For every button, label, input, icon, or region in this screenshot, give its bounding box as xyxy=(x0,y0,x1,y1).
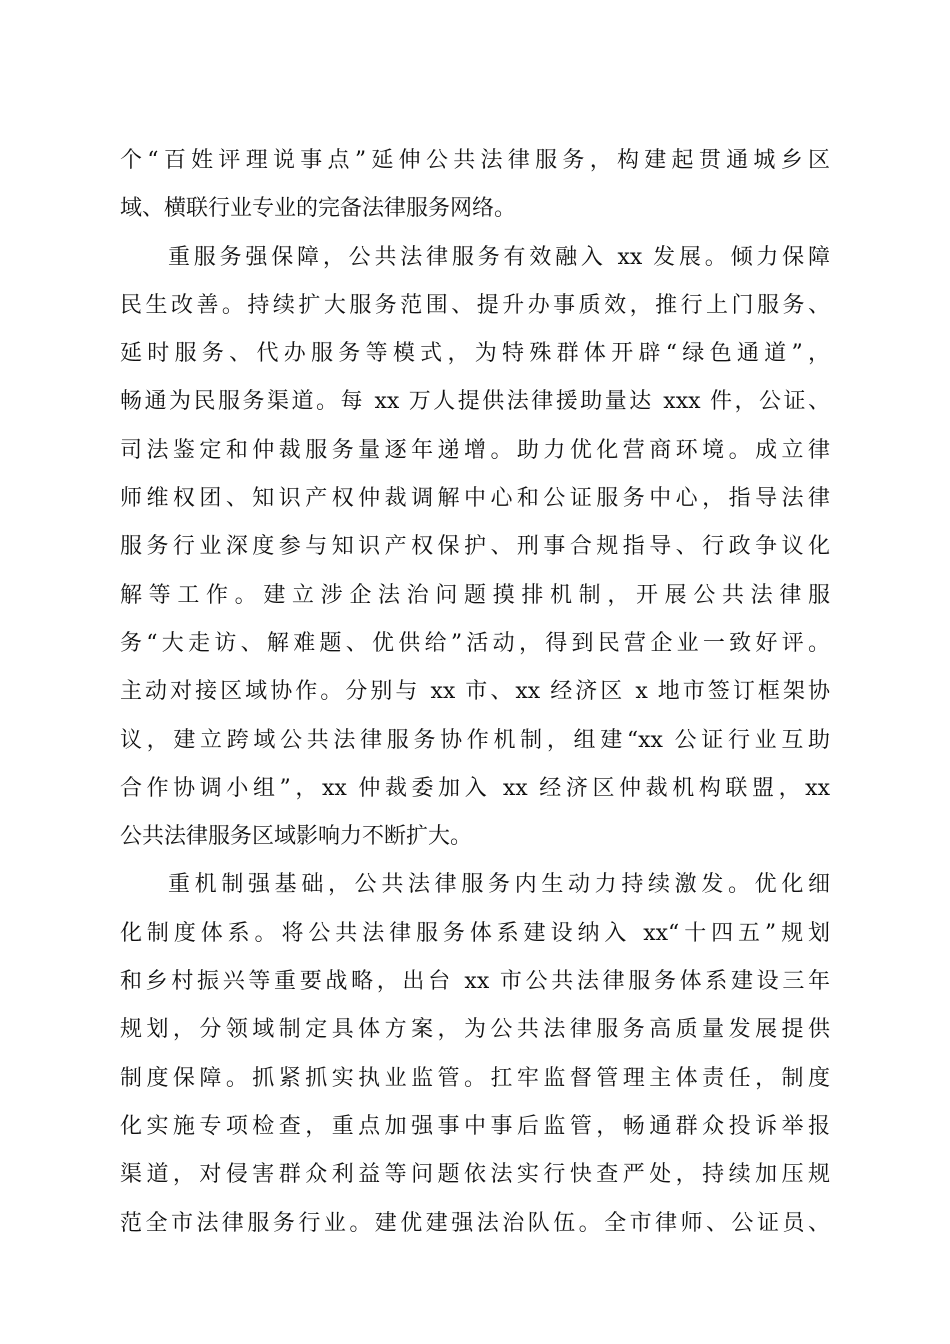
paragraph xyxy=(120,234,830,862)
text-line: 个“百姓评理说事点”延伸公共法律服务，构建起贯通城乡区 xyxy=(120,148,830,173)
text-line: 范全市法律服务行业。建优建强法治队伍。全市律师、公证员、 xyxy=(120,1210,830,1236)
text-line: 议，建立跨域公共法律服务协作机制，组建“xx 公证行业互助 xyxy=(120,727,830,753)
text-line: 重服务强保障，公共法律服务有效融入 xx 发展。倾力保障 xyxy=(168,244,830,270)
body-text xyxy=(120,137,830,1248)
text-line: 师维权团、知识产权仲裁调解中心和公证服务中心，指导法律 xyxy=(120,486,830,512)
text-line: 域、横联行业专业的完备法律服务网络。 xyxy=(120,196,517,222)
text-line: 合作协调小组”，xx 仲裁委加入 xx 经济区仲裁机构联盟，xx xyxy=(120,775,830,801)
text-line: 服务行业深度参与知识产权保护、刑事合规指导、行政争议化 xyxy=(120,534,830,560)
paragraph xyxy=(120,861,830,1247)
text-line: 延时服务、代办服务等模式，为特殊群体开辟“绿色通道”， xyxy=(120,341,830,367)
text-line: 民生改善。持续扩大服务范围、提升办事质效，推行上门服务、 xyxy=(120,292,830,318)
text-line: 畅通为民服务渠道。每 xx 万人提供法律援助量达 xxx 件，公证、 xyxy=(120,389,830,415)
text-line: 主动对接区域协作。分别与 xx 市、xx 经济区 x 地市签订框架协 xyxy=(120,679,830,705)
text-line: 务“大走访、解难题、优供给”活动，得到民营企业一致好评。 xyxy=(120,630,830,656)
text-line: 重机制强基础，公共法律服务内生动力持续激发。优化细 xyxy=(168,872,830,898)
text-line: 制度保障。抓紧抓实执业监管。扛牢监督管理主体责任，制度 xyxy=(120,1065,830,1091)
text-line: 解等工作。建立涉企法治问题摸排机制，开展公共法律服 xyxy=(120,582,830,608)
paragraph xyxy=(120,137,830,234)
text-line: 规划，分领域制定具体方案，为公共法律服务高质量发展提供 xyxy=(120,1017,830,1043)
text-line: 和乡村振兴等重要战略，出台 xx 市公共法律服务体系建设三年 xyxy=(120,969,830,995)
text-line: 化制度体系。将公共法律服务体系建设纳入 xx“十四五”规划 xyxy=(120,920,830,946)
text-line: 渠道，对侵害群众利益等问题依法实行快查严处，持续加压规 xyxy=(120,1162,830,1188)
text-line: 公共法律服务区域影响力不断扩大。 xyxy=(120,824,473,850)
text-line: 化实施专项检查，重点加强事中事后监管，畅通群众投诉举报 xyxy=(120,1113,830,1139)
text-line: 司法鉴定和仲裁服务量逐年递增。助力优化营商环境。成立律 xyxy=(120,437,830,463)
